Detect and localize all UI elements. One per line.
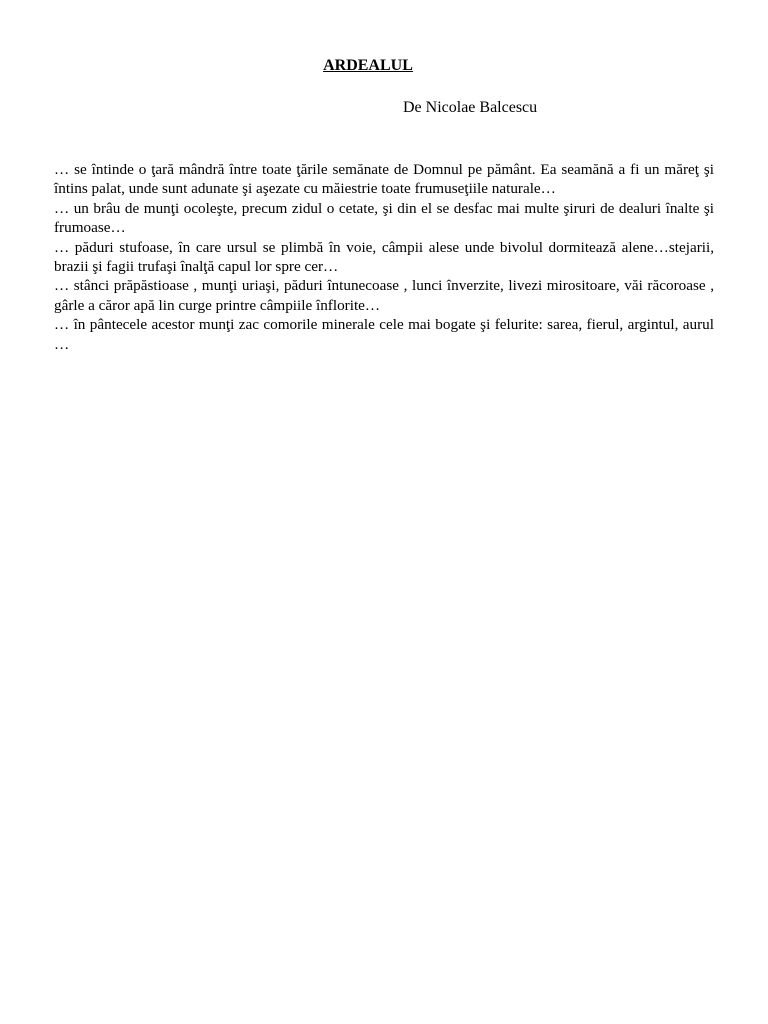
paragraph: … în pântecele acestor munţi zac comorile minerale cele mai bogate şi felurite: sarea, fierul, argintul, aurul … bbox=[54, 316, 714, 353]
document-author: De Nicolae Balcescu bbox=[403, 99, 538, 116]
paragraph: … un brâu de munţi ocoleşte, precum zidul o cetate, şi din el se desfac mai multe şiruri de dealuri înalte şi frumoase… bbox=[54, 199, 714, 237]
paragraph: … se întinde o ţară mândră între toate ţările semănate de Domnul pe pământ. Ea seamănă a fi un măreţ şi întins palat, unde sunt adunate şi aşezate cu măiestrie toate frumuseţiile naturale… bbox=[54, 161, 714, 198]
document-title: ARDEALUL bbox=[323, 57, 413, 74]
paragraph: … stânci prăpăstioase , munţi uriaşi, păduri întunecoase , lunci înverzite, livezi mirositoare, văi răcoroase , gârle a căror apă lin curge printre câmpiile înflorite… bbox=[54, 277, 714, 314]
document-body bbox=[54, 160, 714, 354]
paragraph: … păduri stufoase, în care ursul se plimbă în voie, câmpii alese unde bivolul dormitează alene…stejarii, brazii şi fagii trufaşi înalţă capul lor spre cer… bbox=[54, 238, 714, 276]
